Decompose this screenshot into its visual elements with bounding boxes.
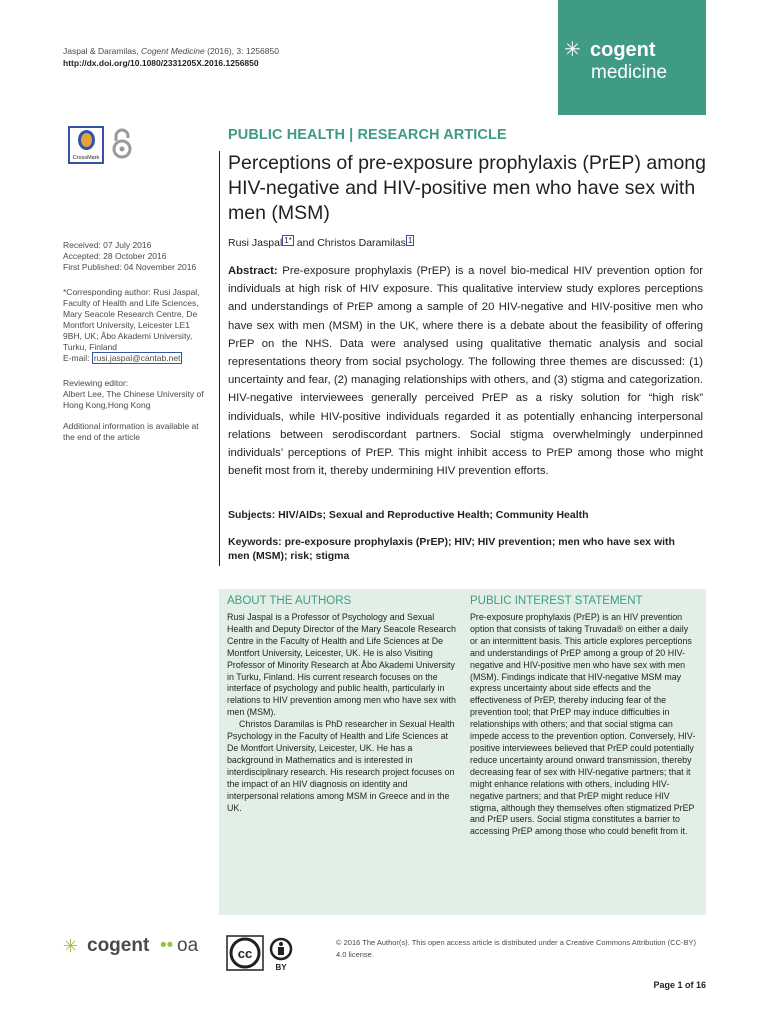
public-interest-para: Pre-exposure prophylaxis (PrEP) is an HIV prevention option that consists of taking Truvada® on either a daily or an intermittent basis. This article explores perceptions and understandings of PrEP among a group of 20 HIV-negative and HIV-positive men who have sex with men (MSM). Findings indicate that HIV-negative MSM may express uncertainty about side effects and the effectiveness of PrEP, thereby inducing fear of the prevention tool; that PrEP may induce difficulties in relationships with others; and that social stigma can impede access to the prevention option. Conversely, HIV-positive interviewees believed that PrEP could potentially reduce uncertainty around onward transmission, thereby decreasing fear of sex with HIV-negative partners; that it might enhance relations with others, including HIV-negative partners; and that PrEP might reduce HIV stigma, although they themselves often stigmatized PrEP and PrEP users. Social stigma constitutes a barrier to accessing PrEP among those who could benefit from it. (470, 612, 696, 837)
creative-commons-icon[interactable] (226, 935, 264, 971)
article-title: Perceptions of pre-exposure prophylaxis (PrEP) among HIV-negative and HIV-positive men who have sex with men (MSM) (228, 152, 706, 224)
email-label: E-mail: (63, 353, 92, 363)
brand-journal: medicine (591, 62, 668, 83)
citation-volume: (2016), 3: 1256850 (204, 46, 279, 56)
cc-label: cc (237, 946, 253, 961)
author-2-affiliation-link[interactable]: 1 (407, 236, 413, 245)
keywords: Keywords: pre-exposure prophylaxis (PrEP); HIV; HIV prevention; men who have sex with men (MSM); risk; stigma (228, 536, 675, 562)
by-label: BY (275, 963, 287, 972)
public-interest-heading: PUBLIC INTEREST STATEMENT (470, 595, 643, 607)
reviewing-editor-label: Reviewing editor: (63, 378, 129, 388)
published-date: First Published: 04 November 2016 (63, 262, 197, 272)
public-interest-text (470, 612, 698, 838)
about-authors-heading: ABOUT THE AUTHORS (227, 595, 352, 607)
author-1-affiliation-link[interactable]: 1* (284, 236, 292, 245)
about-authors-para-1: Rusi Jaspal is a Professor of Psychology and Sexual Health and Deputy Director of the Mary Seacole Research Centre in the Faculty of Health and Life Sciences at De Montfort University, Leicester, UK. He is also Visiting Professor of Minority Research at Åbo Akademi University in Turku, Finland. His current research focuses on the interface of psychology and public health, particularly in relations to HIV prevention among men who have sex with men (MSM). (227, 612, 456, 718)
page-number: Page 1 of 16 (653, 980, 706, 990)
citation-header (63, 45, 279, 69)
cogent-oa-star-icon: ✳ (63, 936, 79, 956)
cogent-star-icon: ✳ (564, 39, 581, 61)
crossmark-icon[interactable] (68, 126, 104, 164)
subjects: Subjects: HIV/AIDs; Sexual and Reproductive Health; Community Health (228, 509, 589, 521)
author-2: and Christos Daramilas (293, 237, 406, 249)
crossmark-label: CrossMark (72, 155, 100, 161)
author-1: Rusi Jaspal (228, 237, 283, 249)
received-date: Received: 07 July 2016 (63, 240, 152, 250)
about-authors-text (227, 612, 459, 814)
editor-name: Albert Lee, The Chinese University of Hong Kong,Hong Kong (63, 389, 204, 410)
abstract-text: Pre-exposure prophylaxis (PrEP) is a novel bio-medical HIV prevention option for individuals at high risk of HIV exposure. This qualitative interview study explores perceptions and understandings of PrEP among a sample of 20 HIV-negative and HIV-positive men who have sex with men (MSM) in the UK, where there is a debate about the feasibility of offering PrEP on the NHS. Data were analysed using qualitative thematic analysis and social representations theory from social psychology. The following three themes are discussed: (1) uncertainty and fear, (2) managing relationships with others, and (3) stigma and categorization. HIV-negative interviewees generally perceived PrEP as a risky solution for “high risk” individuals, while HIV-positive individuals regarded it as potentially enhancing interpersonal relations between serodiscordant partners. Social stigma overwhelmingly underpinned individuals’ perceptions of PrEP. This might inhibit access to PrEP among those who might benefit most from it, thereby undermining HIV prevention efforts. (228, 265, 703, 478)
citation-authors: Jaspal & Daramilas, (63, 46, 141, 56)
journal-brand-logo (558, 0, 706, 115)
doi-link[interactable]: http://dx.doi.org/10.1080/2331205X.2016.1256850 (63, 58, 259, 68)
license-statement: © 2016 The Author(s). This open access article is distributed under a Creative Commons Attribution (CC-BY) 4.0 license. (336, 938, 696, 959)
logo-dots: •• (160, 935, 174, 956)
additional-info-text: Additional information is available at the end of the article (63, 421, 199, 442)
reviewing-editor (63, 378, 208, 411)
citation-journal: Cogent Medicine (140, 46, 205, 56)
crossmark-ring-icon (78, 130, 95, 150)
author-list (228, 236, 414, 249)
accepted-date: Accepted: 28 October 2016 (63, 251, 167, 261)
logo-oa: oa (177, 935, 199, 956)
corresponding-author-text: *Corresponding author: Rusi Jaspal, Faculty of Health and Life Sciences, Mary Seacole Research Centre, De Montfort University, Leicester LE1 9BH, UK; Åbo Akademi University, Turku, Finland (63, 287, 200, 352)
additional-information (63, 421, 208, 443)
about-authors-para-2: Christos Daramilas is PhD researcher in Sexual Health Psychology in the Faculty of Health and Life Sciences at De Montfort University, Leicester, UK. He has a background in Mathematics and is interested in interdisciplinary research. His research project focuses on the impact of an HIV diagnosis on identity and interpersonal relations among MSM in Greece and in the UK. (227, 719, 455, 813)
section-label: PUBLIC HEALTH | RESEARCH ARTICLE (228, 127, 507, 143)
citation-line (63, 45, 279, 57)
article-dates (63, 240, 208, 273)
email-line (63, 353, 208, 364)
author-info-panel (219, 589, 706, 915)
brand-name: cogent (590, 39, 656, 61)
cogent-oa-logo (63, 935, 213, 957)
open-access-lock-icon (109, 128, 135, 160)
attribution-icon[interactable] (266, 937, 296, 973)
abstract-label: Abstract: (228, 265, 278, 277)
logo-word: cogent (87, 935, 150, 956)
corresponding-author (63, 287, 208, 364)
email-link[interactable]: rusi.jaspal@cantab.net (93, 353, 181, 363)
abstract (228, 262, 703, 480)
column-divider (219, 151, 220, 566)
